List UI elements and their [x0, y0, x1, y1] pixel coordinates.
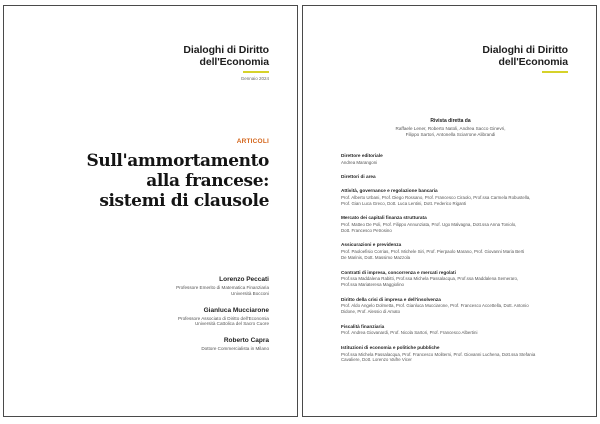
author-affiliation: Professore Associato di Diritto dell'Economia — [177, 315, 269, 321]
journal-title-line2: dell'Economia — [498, 56, 568, 68]
title-line: sistemi di clausole — [99, 191, 269, 211]
block-line: Andrea Marangoni — [341, 159, 378, 165]
area-directors-heading-block — [341, 174, 573, 179]
area-line: Prof. Aldo Angelo Dolmetta, Prof. Gianluca Mucciarone, Prof. Francesco Accettella, Dott. Antonio — [341, 303, 529, 309]
journal-masthead — [482, 44, 568, 73]
editorial-director-block — [341, 153, 573, 165]
editorial-board-header — [303, 118, 597, 138]
author-affiliation: Professore Emerito di Matematica Finanziaria — [176, 285, 269, 290]
article-title — [29, 151, 269, 211]
area-line: Dott. Francesco Petrosino — [341, 227, 392, 233]
area-heading: Attività, governance e regolazione bancaria — [341, 188, 438, 194]
left-page — [3, 5, 298, 417]
area-block — [341, 297, 573, 315]
area-line: Prof.ssa Maddalena Rabitti, Prof.ssa Michela Passalacqua, Prof.ssa Maddalena Semeraro, — [341, 276, 519, 282]
area-directors-heading: Direttori di area — [341, 174, 376, 180]
area-line: Cavaliere, Dott. Lorenzo Vaifre Vicer — [341, 357, 412, 363]
directors-line: Filippo Sartori, Antonella Sciarrone Alibrandi — [405, 131, 496, 137]
accent-bar — [243, 71, 269, 73]
area-heading: Istituzioni di economia e politiche pubbliche — [341, 345, 440, 351]
editorial-board-list — [341, 153, 573, 372]
author-list — [69, 276, 269, 362]
area-heading: Assicurazioni e previdenza — [341, 242, 402, 248]
area-block — [341, 242, 573, 260]
directors-line: Raffaele Lener, Roberto Natoli, Andrea Sacco Ginevri, — [395, 125, 506, 131]
journal-masthead — [183, 44, 269, 81]
area-line: Prof. Matteo De Poli, Prof. Filippo Annunziata, Prof. Ugo Malvagna, Dott.ssa Anna Toniolo, — [341, 221, 517, 227]
journal-title-line2: dell'Economia — [199, 56, 269, 68]
issue-date: Gennaio 2024 — [240, 76, 269, 81]
section-label: ARTICOLI — [236, 138, 269, 145]
author-affiliation: Università Bocconi — [230, 290, 269, 296]
area-heading: Contratti di impresa, concorrenza e mercati regolati — [341, 269, 456, 275]
area-block — [341, 324, 573, 336]
area-line: Prof. Alberto Urbani, Prof. Diego Rossano, Prof. Francesco Ciraolo, Prof.ssa Carmela Robustella, — [341, 194, 531, 200]
area-block — [341, 215, 573, 233]
journal-title-line1: Dialoghi di Diritto — [482, 44, 568, 56]
area-line: Prof. Gian Luca Greco, Dott. Luca Lentini, Dott. Federico Riganti — [341, 200, 467, 206]
area-line: Prof.ssa Mariateresa Maggiolino — [341, 281, 404, 287]
author-name: Gianluca Mucciarone — [203, 306, 269, 314]
author-block — [69, 307, 269, 328]
area-line: Prof.ssa Michela Passalacqua, Prof. Francesco Moliterni, Prof. Giovanni Luchena, Dott.ssa Stefania — [341, 351, 536, 357]
author-block — [69, 337, 269, 352]
area-line: De Marinis, Dott. Massimo Mazzola — [341, 254, 411, 260]
title-line: Sull'ammortamento — [86, 151, 269, 171]
title-line: alla francese: — [146, 171, 269, 191]
author-affiliation: Dottore Commercialista in Milano — [201, 346, 269, 352]
block-heading: Direttore editoriale — [341, 153, 383, 158]
author-name: Roberto Capra — [223, 337, 269, 345]
area-block — [341, 188, 573, 206]
journal-title-line1: Dialoghi di Diritto — [183, 44, 269, 56]
directed-by-heading: Rivista diretta da — [430, 118, 471, 124]
author-block — [69, 276, 269, 297]
area-heading: Diritto della crisi di impresa e dell'insolvenza — [341, 296, 441, 302]
area-line: Prof. Andrea Giovanardi, Prof. Nicola Sartori, Prof. Francesco Albertini — [341, 330, 478, 336]
author-affiliation: Università Cattolica del Sacro Cuore — [194, 321, 269, 327]
area-block — [341, 270, 573, 288]
area-heading: Mercato dei capitali finanza strutturata — [341, 215, 427, 221]
accent-bar — [542, 71, 568, 73]
author-name: Lorenzo Peccati — [219, 276, 269, 283]
area-line: Didone, Prof. Alessio di Amato — [341, 308, 401, 314]
right-page — [302, 5, 597, 417]
area-heading: Fiscalità finanziaria — [341, 323, 385, 329]
area-block — [341, 345, 573, 363]
area-line: Prof. Paoloefisio Corrias, Prof. Michele Siri, Prof. Pierpaolo Marano, Prof. Giovanni Maria Berti — [341, 248, 525, 254]
